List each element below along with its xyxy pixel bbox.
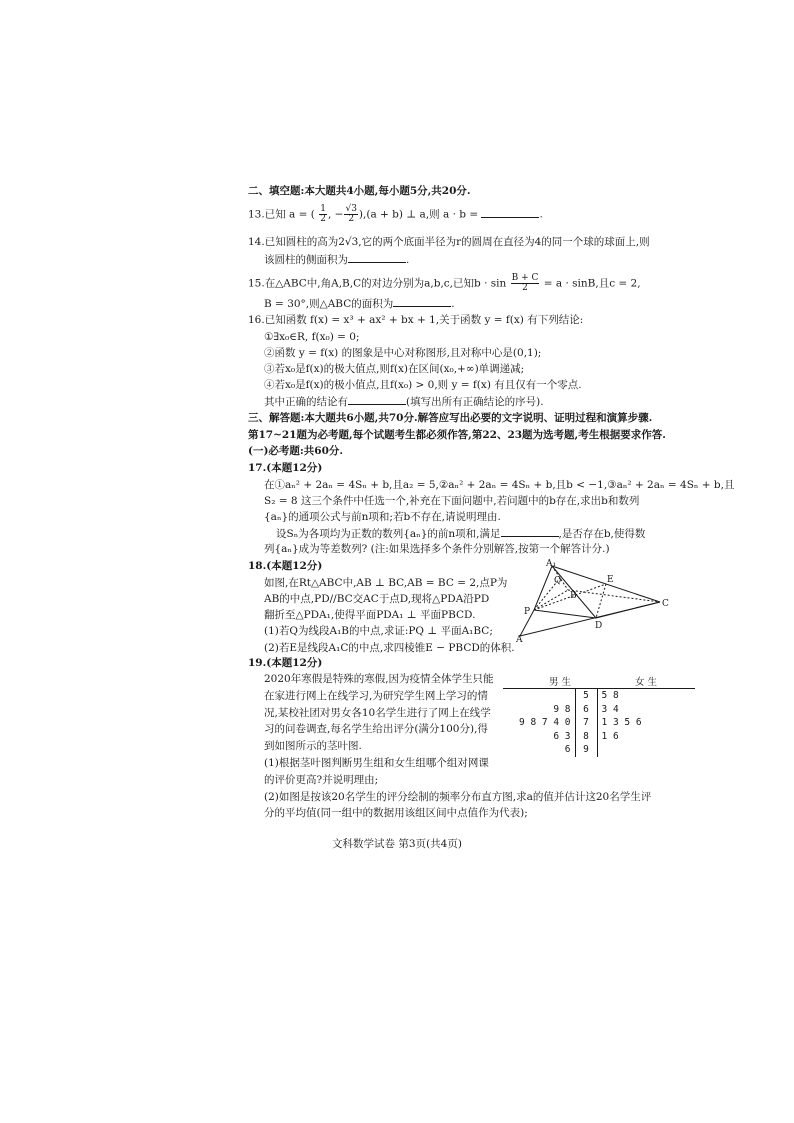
label-p: P [524, 607, 531, 617]
question-17-header: 17.(本题12分) [248, 462, 323, 474]
stem-leaf-row [503, 703, 695, 717]
edge-p-b [534, 590, 568, 610]
q13-fraction-2: $\frac{√3}{2}$ [345, 204, 357, 224]
question-17-line1: 在①aₙ² + 2aₙ = 4Sₙ + b,且a₂ = 5,②aₙ² + 2aₙ = 4Sₙ + b,且b < −1,③aₙ² + 2aₙ = 4Sₙ + b,且 [264, 479, 735, 491]
question-19-line8: (2)如图是按该20名学生的评分绘制的频率分布直方图,求a的值并估计这20名学生评 [264, 791, 652, 803]
stem-leaf-plot [503, 674, 695, 757]
question-17-line5: 列{aₙ}成为等差数列? (注:如果选择多个条件分别解答,按第一个解答计分.) [264, 543, 610, 555]
male-leaves: 6 3 [553, 730, 571, 742]
edge-p-d [534, 610, 596, 618]
section2-header: 二、填空题:本大题共4小题,每小题5分,共20分. [248, 185, 471, 197]
q13-vector: a = ( [289, 208, 315, 221]
answer-blank [348, 252, 406, 263]
question-19-line3: 况,某校社团对男女各10名学生进行了网上在线学 [264, 707, 491, 719]
question-18-line3: 翻折至△PDA₁,使得平面PDA₁ ⊥ 平面PBCD. [264, 609, 476, 621]
q13-suffix: ),(a + b) ⊥ a,则 a · b = [358, 208, 479, 221]
female-label: 女 生 [597, 674, 695, 689]
stem-value: 5 [575, 689, 597, 703]
male-leaves: 9 8 7 4 0 [519, 717, 571, 729]
edge-e-d [596, 584, 606, 618]
stem-value: 9 [575, 743, 597, 757]
question-17-line3: {aₙ}的通项公式与前n项和;若b不存在,请说明理由. [264, 511, 501, 523]
question-16-choice-2: ②函数 y = f(x) 的图象是中心对称图形,且对称中心是(0,1); [264, 347, 542, 359]
q13-mid: , − [327, 208, 344, 221]
question-13: 13.已知 a = ( $\frac{1}{2}$ , − $\frac{√3}{2}$ ),(a + b) ⊥ a,则 a · b = . [248, 204, 543, 224]
male-leaves: 6 [564, 744, 571, 756]
label-a: A [516, 635, 523, 642]
edge-a1-p [534, 566, 552, 610]
stem-leaf-header [503, 674, 695, 689]
stem-leaf-row [503, 730, 695, 744]
female-leaves: 1 3 5 6 [601, 717, 642, 729]
question-15-line1: 15.在△ABC中,角A,B,C的对边分别为a,b,c,已知b · sin $\frac{B + C}{2}$ = a · sinB,且c = 2, [248, 273, 641, 293]
label-e: E [607, 575, 614, 585]
stem-leaf-row [503, 689, 695, 703]
label-d: D [595, 621, 603, 631]
male-label: 男 生 [503, 674, 575, 689]
section3-header: 三、解答题:本大题共6小题,共70分.解答应写出必要的文字说明、证明过程和演算步骤. [248, 412, 653, 424]
stem-value: 6 [575, 703, 597, 717]
question-18-line1: 如图,在Rt△ABC中,AB ⊥ BC,AB = BC = 2,点P为 [264, 577, 508, 589]
female-leaves: 3 4 [601, 703, 619, 715]
label-c: C [662, 599, 669, 609]
question-19-line2: 在家进行网上在线学习,为研究学生网上学习的情 [264, 690, 488, 702]
female-leaves: 1 6 [601, 730, 619, 742]
stem-value: 8 [575, 730, 597, 744]
stem-leaf-row [503, 743, 695, 757]
female-leaves: 5 8 [601, 690, 619, 702]
question-15-line2: B = 30°,则△ABC的面积为 . [264, 298, 455, 310]
edge-a-c [520, 602, 660, 636]
stem-value: 7 [575, 716, 597, 730]
question-19-line9: 分的平均值(同一组中的数据用该组区间中点值作为代表); [264, 807, 528, 819]
male-leaves [503, 689, 575, 703]
geometry-figure [516, 558, 676, 642]
answer-blank [393, 296, 451, 307]
male-leaves: 9 8 [553, 703, 571, 715]
question-16-choice-1: ①∃x₀∈R, f(x₀) = 0; [264, 331, 360, 343]
q13-prefix: 13.已知 [248, 208, 286, 221]
question-17-line2: S₂ = 8 这三个条件中任选一个,补充在下面问题中,若问题中的b存在,求出b和数列 [264, 495, 640, 507]
answer-blank [501, 526, 559, 537]
question-14-line2: 该圆柱的侧面积为 . [264, 254, 410, 266]
section3-note: 第17~21题为必考题,每个试题考生都必须作答,第22、23题为选考题,考生根据要求作答. [248, 429, 666, 441]
question-14-line1: 14.已知圆柱的高为2√3,它的两个底面半径为r的圆周在直径为4的同一个球的球面上,则 [248, 236, 650, 248]
question-19-line1: 2020年寒假是特殊的寒假,因为疫情全体学生只能 [264, 673, 494, 685]
edge-b-c [568, 590, 660, 602]
question-19-line6: (1)根据茎叶图判断男生组和女生组哪个组对网课 [264, 757, 489, 769]
question-17-line4: 设Sₙ为各项均为正数的数列{aₙ}的前n项和,满足 ,是否存在b,使得数 [276, 528, 646, 540]
label-q: Q [554, 576, 562, 586]
question-16-line1: 16.已知函数 f(x) = x³ + ax² + bx + 1,关于函数 y = f(x) 有下列结论: [248, 314, 584, 326]
q15-fraction: $\frac{B + C}{2}$ [511, 273, 539, 293]
question-19-line5: 到如图所示的茎叶图. [264, 740, 362, 752]
question-19-line7: 的评价更高?并说明理由; [264, 774, 379, 786]
stem-leaf-table [503, 674, 695, 757]
section3-part1: (一)必考题:共60分. [248, 445, 344, 457]
question-18-line5: (2)若E是线段A₁C的中点,求四棱锥E − PBCD的体积. [264, 642, 515, 654]
question-16-choice-3: ③若x₀是f(x)的极大值点,则f(x)在区间(x₀,+∞)单调递减; [264, 363, 525, 375]
answer-blank [348, 394, 406, 405]
answer-blank [481, 207, 539, 218]
question-18-line4: (1)若Q为线段A₁B的中点,求证:PQ ⊥ 平面A₁BC; [264, 625, 493, 637]
question-19-line4: 习的问卷调查,每名学生给出评分(满分100分),得 [264, 723, 488, 735]
question-16-answer-line: 其中正确的结论有 (填写出所有正确结论的序号). [264, 396, 544, 408]
label-b: B [570, 591, 577, 601]
question-18-line2: AB的中点,PD//BC交AC于点D,现将△PDA沿PD [264, 593, 490, 605]
label-a1: A₁ [546, 559, 557, 569]
stem-leaf-row [503, 716, 695, 730]
q13-fraction-1: $\frac{1}{2}$ [320, 204, 326, 224]
question-18-header: 18.(本题12分) [248, 560, 323, 572]
question-19-header: 19.(本题12分) [248, 657, 323, 669]
female-leaves [597, 743, 695, 757]
page-footer: 文科数学试卷 第3页(共4页) [332, 838, 462, 850]
question-16-choice-4: ④若x₀是f(x)的极小值点,且f(x₀) > 0,则 y = f(x) 有且仅有一个零点. [264, 379, 582, 391]
